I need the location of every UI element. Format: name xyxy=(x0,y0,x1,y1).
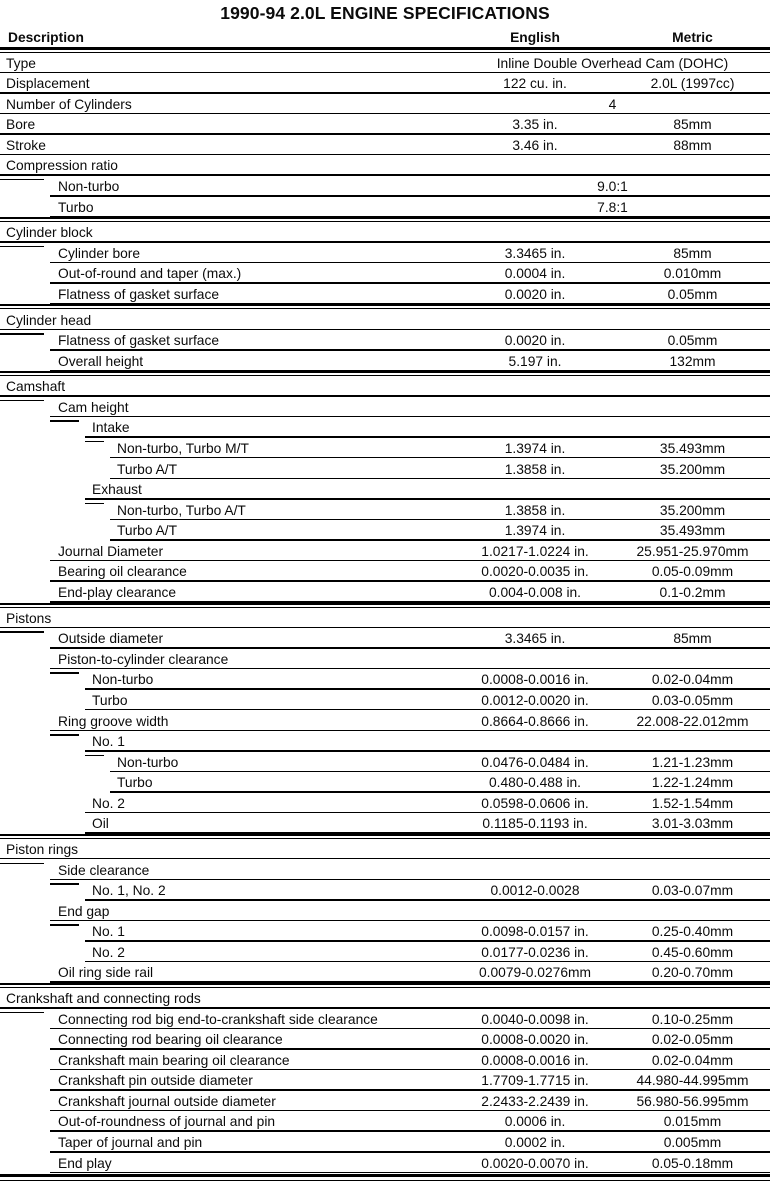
row-description: Stroke xyxy=(6,137,46,153)
table-row xyxy=(0,1111,770,1132)
row-description: Intake xyxy=(92,420,130,436)
row-underline xyxy=(50,370,770,372)
row-description: Out-of-roundness of journal and pin xyxy=(58,1114,276,1130)
row-underline xyxy=(85,832,770,834)
row-description: Outside diameter xyxy=(58,631,164,647)
row-english-value: 1.3858 in. xyxy=(504,502,566,518)
row-description: End play xyxy=(58,1155,112,1171)
row-description: Crankshaft main bearing oil clearance xyxy=(58,1052,290,1068)
row-metric-value: 3.01-3.03mm xyxy=(651,816,734,832)
row-english-value: 0.480-0.488 in. xyxy=(488,775,582,791)
hierarchy-stub-line xyxy=(85,503,104,504)
row-description: Cylinder block xyxy=(6,225,93,241)
row-english-value: 0.0476-0.0484 in. xyxy=(481,754,589,770)
row-metric-value: 0.05mm xyxy=(667,333,718,349)
table-row xyxy=(0,155,770,176)
row-english-value: 0.0020-0.0070 in. xyxy=(481,1155,589,1171)
row-english-value: 0.0012-0.0028 xyxy=(490,883,580,899)
row-underline xyxy=(50,216,770,218)
row-metric-value: 85mm xyxy=(673,631,712,647)
row-english-value: 0.0008-0.0020 in. xyxy=(481,1032,589,1048)
row-description: Journal Diameter xyxy=(58,543,164,559)
hierarchy-stub-line xyxy=(0,863,44,864)
table-row xyxy=(0,839,770,860)
table-row xyxy=(0,988,770,1009)
row-metric-value: 22.008-22.012mm xyxy=(636,713,749,729)
row-description: Exhaust xyxy=(92,482,142,498)
column-header-metric: Metric xyxy=(672,30,713,45)
row-underline xyxy=(50,303,770,305)
hierarchy-stub-line xyxy=(85,755,104,756)
row-metric-value: 0.015mm xyxy=(663,1114,722,1130)
row-description: No. 1, No. 2 xyxy=(92,883,166,899)
table-row xyxy=(0,901,770,922)
row-description: Cylinder head xyxy=(6,312,92,328)
table-row xyxy=(0,649,770,670)
row-description: Bearing oil clearance xyxy=(58,564,187,580)
row-metric-value: 0.02-0.04mm xyxy=(651,1052,734,1068)
table-row xyxy=(0,94,770,115)
row-span-value: Inline Double Overhead Cam (DOHC) xyxy=(496,55,729,71)
row-span-value: 4 xyxy=(608,96,617,112)
table-row xyxy=(0,1091,770,1112)
row-english-value: 1.7709-1.7715 in. xyxy=(481,1073,589,1089)
table-row xyxy=(0,1070,770,1091)
table-row xyxy=(0,669,770,690)
hierarchy-stub-line xyxy=(50,734,79,735)
row-metric-value: 25.951-25.970mm xyxy=(636,543,749,559)
table-row xyxy=(0,417,770,438)
row-description: Compression ratio xyxy=(6,158,118,174)
row-description: Non-turbo xyxy=(58,179,120,195)
row-english-value: 0.0040-0.0098 in. xyxy=(481,1011,589,1027)
table-row xyxy=(0,73,770,94)
row-english-value: 1.0217-1.0224 in. xyxy=(481,543,589,559)
row-description: Turbo xyxy=(58,199,94,215)
row-description: Oil xyxy=(92,816,109,832)
row-description: No. 2 xyxy=(92,795,125,811)
row-metric-value: 35.200mm xyxy=(659,461,726,477)
row-description: Crankshaft pin outside diameter xyxy=(58,1073,253,1089)
table-row xyxy=(0,608,770,629)
row-english-value: 0.0020 in. xyxy=(504,333,566,349)
row-description: Flatness of gasket surface xyxy=(58,333,220,349)
row-english-value: 0.0008-0.0016 in. xyxy=(481,672,589,688)
row-english-value: 0.0004 in. xyxy=(504,266,566,282)
row-english-value: 0.0002 in. xyxy=(504,1135,566,1151)
table-row xyxy=(0,962,770,983)
row-metric-value: 0.03-0.07mm xyxy=(651,883,734,899)
table-bottom-double-rule xyxy=(0,1174,770,1181)
row-description: Side clearance xyxy=(58,862,150,878)
table-row xyxy=(0,351,770,372)
table-row xyxy=(0,1009,770,1030)
column-header-description: Description xyxy=(8,30,84,45)
row-english-value: 3.3465 in. xyxy=(504,245,566,261)
table-row xyxy=(0,438,770,459)
row-description: No. 1 xyxy=(92,924,125,940)
hierarchy-stub-line xyxy=(0,400,44,401)
row-metric-value: 132mm xyxy=(669,353,716,369)
row-english-value: 5.197 in. xyxy=(508,353,562,369)
row-metric-value: 0.10-0.25mm xyxy=(651,1011,734,1027)
hierarchy-stub-line xyxy=(50,883,79,884)
table-row xyxy=(0,731,770,752)
row-description: Cam height xyxy=(58,399,129,415)
row-metric-value: 0.1-0.2mm xyxy=(659,585,726,601)
table-row xyxy=(0,1132,770,1153)
row-metric-value: 0.010mm xyxy=(663,266,722,282)
table-row xyxy=(0,243,770,264)
row-english-value: 0.0177-0.0236 in. xyxy=(481,944,589,960)
table-header-row xyxy=(0,25,770,47)
row-description: Out-of-round and taper (max.) xyxy=(58,266,242,282)
row-english-value: 0.0020 in. xyxy=(504,286,566,302)
row-metric-value: 35.493mm xyxy=(659,440,726,456)
row-metric-value: 1.22-1.24mm xyxy=(651,775,734,791)
row-description: Non-turbo xyxy=(92,672,154,688)
table-row xyxy=(0,772,770,793)
row-english-value: 2.2433-2.2439 in. xyxy=(481,1093,589,1109)
row-metric-value: 85mm xyxy=(673,117,712,133)
table-row xyxy=(0,284,770,305)
row-description: Number of Cylinders xyxy=(6,96,132,112)
row-description: No. 2 xyxy=(92,944,125,960)
row-metric-value: 1.21-1.23mm xyxy=(651,754,734,770)
row-english-value: 0.8664-0.8666 in. xyxy=(481,713,589,729)
row-metric-value: 0.05mm xyxy=(667,286,718,302)
row-description: Type xyxy=(6,55,36,71)
row-metric-value: 2.0L (1997cc) xyxy=(650,76,735,92)
row-description: Oil ring side rail xyxy=(58,965,154,981)
table-row xyxy=(0,176,770,197)
hierarchy-stub-line xyxy=(85,441,104,442)
hierarchy-stub-line xyxy=(50,420,79,421)
row-description: Non-turbo xyxy=(117,754,179,770)
row-description: Turbo xyxy=(117,775,153,791)
row-metric-value: 0.03-0.05mm xyxy=(651,692,734,708)
row-english-value: 3.3465 in. xyxy=(504,631,566,647)
row-metric-value: 0.02-0.05mm xyxy=(651,1032,734,1048)
row-english-value: 0.1185-0.1193 in. xyxy=(482,816,588,832)
row-metric-value: 35.493mm xyxy=(659,523,726,539)
row-description: Piston rings xyxy=(6,841,79,857)
row-metric-value: 1.52-1.54mm xyxy=(651,795,734,811)
table-row xyxy=(0,813,770,834)
hierarchy-stub-line xyxy=(0,1012,44,1013)
table-row xyxy=(0,397,770,418)
table-row xyxy=(0,520,770,541)
table-row xyxy=(0,1153,770,1174)
row-description: End-play clearance xyxy=(58,585,177,601)
row-description: Camshaft xyxy=(6,379,66,395)
row-english-value: 0.0012-0.0020 in. xyxy=(481,692,589,708)
table-row xyxy=(0,222,770,243)
table-row xyxy=(0,458,770,479)
row-english-value: 122 cu. in. xyxy=(503,76,567,92)
row-description: Bore xyxy=(6,117,36,133)
row-description: Ring groove width xyxy=(58,713,169,729)
table-row xyxy=(0,479,770,500)
table-row xyxy=(0,330,770,351)
table-row xyxy=(0,752,770,773)
row-english-value: 0.0079-0.0276mm xyxy=(479,965,591,981)
row-description: Displacement xyxy=(6,76,90,92)
table-row xyxy=(0,880,770,901)
row-english-value: 0.004-0.008 in. xyxy=(488,585,582,601)
row-english-value: 0.0598-0.0606 in. xyxy=(481,795,589,811)
table-row xyxy=(0,793,770,814)
table-row xyxy=(0,500,770,521)
row-description: Overall height xyxy=(58,353,144,369)
hierarchy-stub-line xyxy=(50,924,79,925)
row-description: Pistons xyxy=(6,610,52,626)
row-underline xyxy=(50,981,770,983)
row-span-value: 7.8:1 xyxy=(597,199,628,215)
row-metric-value: 56.980-56.995mm xyxy=(636,1093,749,1109)
page-title: 1990-94 2.0L ENGINE SPECIFICATIONS xyxy=(220,3,550,23)
row-description: Non-turbo, Turbo M/T xyxy=(117,440,249,456)
row-metric-value: 85mm xyxy=(673,245,712,261)
row-metric-value: 0.05-0.09mm xyxy=(651,564,734,580)
row-english-value: 0.0098-0.0157 in. xyxy=(481,924,589,940)
row-english-value: 3.35 in. xyxy=(512,117,558,133)
row-description: End gap xyxy=(58,903,110,919)
row-description: Cylinder bore xyxy=(58,245,141,261)
row-underline xyxy=(50,601,770,603)
table-row xyxy=(0,309,770,330)
hierarchy-stub-line xyxy=(0,246,44,247)
row-english-value: 0.0006 in. xyxy=(504,1114,566,1130)
column-header-english: English xyxy=(510,30,560,45)
table-row xyxy=(0,582,770,603)
row-description: Piston-to-cylinder clearance xyxy=(58,651,229,667)
row-description: Crankshaft and connecting rods xyxy=(6,991,201,1007)
row-metric-value: 0.25-0.40mm xyxy=(651,924,734,940)
row-description: Flatness of gasket surface xyxy=(58,286,220,302)
hierarchy-stub-line xyxy=(0,179,44,180)
table-row xyxy=(0,859,770,880)
row-description: Connecting rod bearing oil clearance xyxy=(58,1032,283,1048)
row-description: Turbo A/T xyxy=(117,461,178,477)
table-row xyxy=(0,561,770,582)
row-english-value: 3.46 in. xyxy=(512,137,558,153)
row-metric-value: 35.200mm xyxy=(659,502,726,518)
spec-table-body xyxy=(0,53,770,1174)
row-description: Taper of journal and pin xyxy=(58,1135,203,1151)
table-row xyxy=(0,690,770,711)
table-row xyxy=(0,114,770,135)
table-row xyxy=(0,135,770,156)
row-description: Connecting rod big end-to-crankshaft side clearance xyxy=(58,1011,378,1027)
row-english-value: 1.3858 in. xyxy=(504,461,566,477)
row-description: Turbo A/T xyxy=(117,523,178,539)
row-description: Turbo xyxy=(92,692,128,708)
table-row xyxy=(0,942,770,963)
table-row xyxy=(0,1050,770,1071)
table-row xyxy=(0,263,770,284)
row-metric-value: 0.05-0.18mm xyxy=(651,1155,734,1171)
row-description: Crankshaft journal outside diameter xyxy=(58,1093,276,1109)
row-english-value: 0.0008-0.0016 in. xyxy=(481,1052,589,1068)
table-row xyxy=(0,541,770,562)
row-span-value: 9.0:1 xyxy=(597,179,628,195)
row-english-value: 0.0020-0.0035 in. xyxy=(481,564,589,580)
hierarchy-stub-line xyxy=(50,672,79,673)
table-row xyxy=(0,921,770,942)
table-row xyxy=(0,628,770,649)
row-metric-value: 0.005mm xyxy=(663,1135,722,1151)
row-english-value: 1.3974 in. xyxy=(504,523,566,539)
row-metric-value: 88mm xyxy=(673,137,712,153)
row-metric-value: 0.45-0.60mm xyxy=(651,944,734,960)
row-underline xyxy=(50,1172,770,1174)
hierarchy-stub-line xyxy=(0,333,44,334)
hierarchy-stub-line xyxy=(0,631,44,632)
table-row xyxy=(0,53,770,74)
row-english-value: 1.3974 in. xyxy=(504,440,566,456)
row-metric-value: 44.980-44.995mm xyxy=(636,1073,749,1089)
table-row xyxy=(0,197,770,218)
table-row xyxy=(0,376,770,397)
row-description: Non-turbo, Turbo A/T xyxy=(117,502,246,518)
table-row xyxy=(0,1029,770,1050)
row-description: No. 1 xyxy=(92,734,125,750)
row-metric-value: 0.20-0.70mm xyxy=(651,965,734,981)
table-row xyxy=(0,710,770,731)
row-metric-value: 0.02-0.04mm xyxy=(651,672,734,688)
